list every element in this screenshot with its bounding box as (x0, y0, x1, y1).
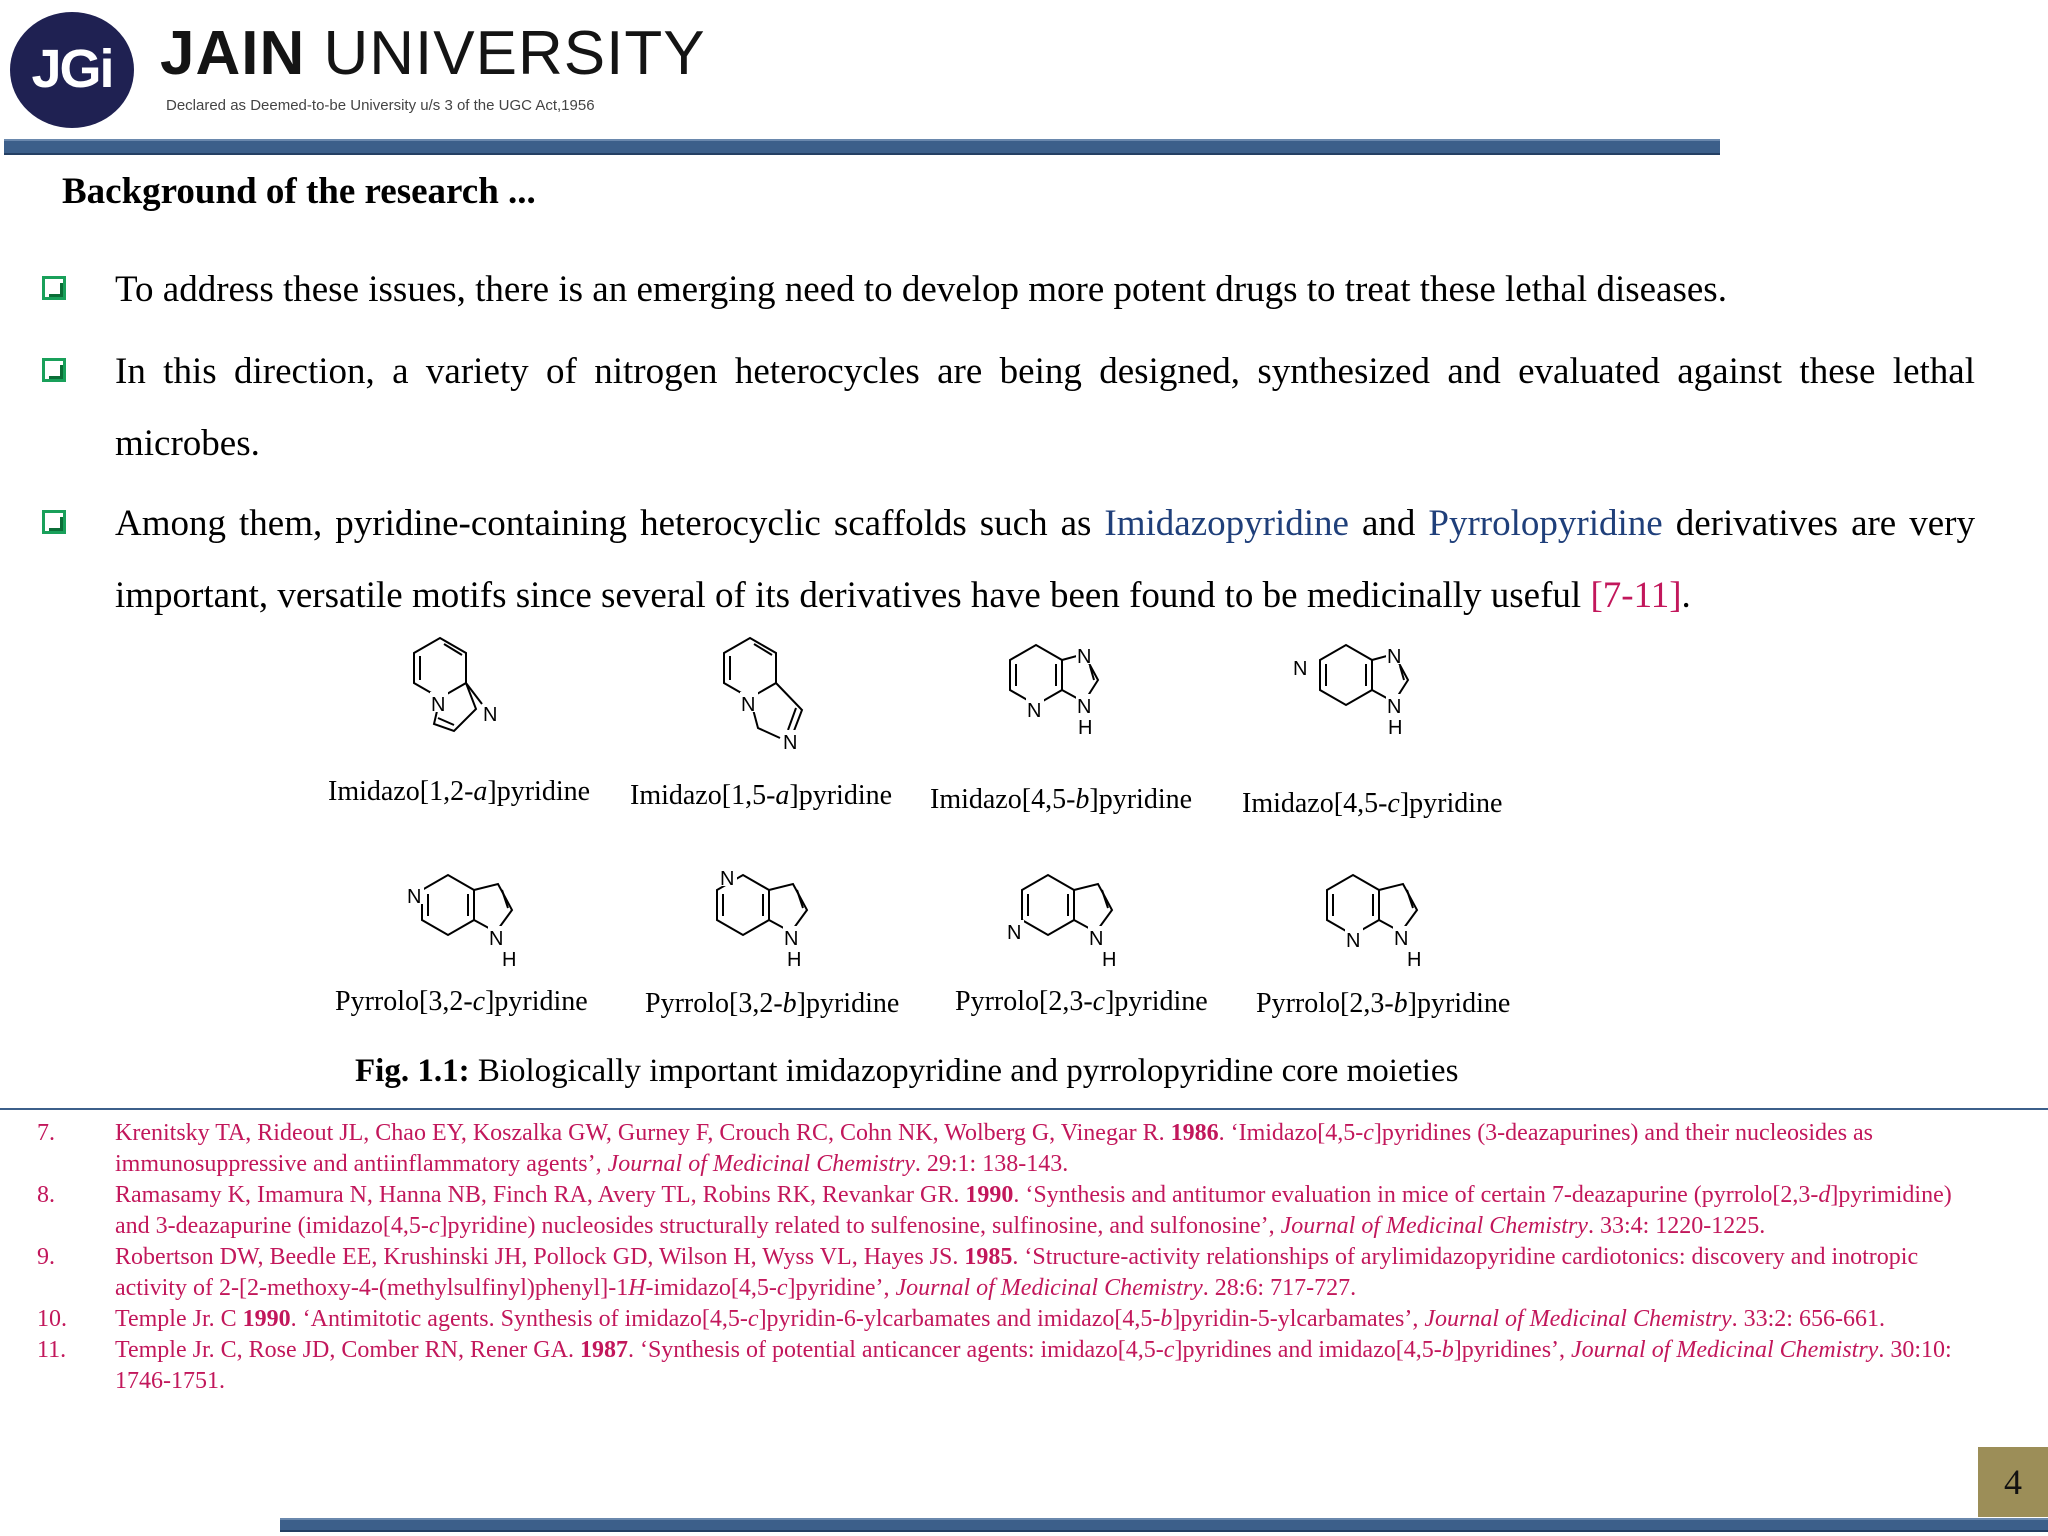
bullet-checkbox-icon (42, 510, 66, 534)
atom-label: N (783, 732, 798, 754)
atom-label: N (431, 694, 446, 716)
atom-label: N (720, 868, 735, 890)
university-name-bold: JAIN (160, 19, 306, 88)
structure-label-2: Imidazo[1,5-a]pyridine (630, 780, 893, 811)
atom-label: N (784, 928, 799, 950)
atom-label: N (1077, 696, 1092, 718)
university-subtitle: Declared as Deemed-to-be University u/s 3 of the UGC Act,1956 (166, 97, 595, 114)
atom-label: H (1078, 717, 1093, 739)
atom-label: N (741, 694, 756, 716)
atom-label: H (1407, 949, 1422, 971)
imidazo-1-2-a-pyridine-structure (390, 632, 520, 762)
atom-label: H (1102, 949, 1117, 971)
figure-label: Fig. 1.1: (355, 1053, 470, 1089)
atom-label: N (1077, 646, 1092, 668)
structure-label-1: Imidazo[1,2-a]pyridine (328, 776, 591, 807)
footer-divider-bar (280, 1518, 2048, 1532)
reference-item: 7. Krenitsky TA, Rideout JL, Chao EY, Koszalka GW, Gurney F, Crouch RC, Cohn NK, Wolberg G, Vinegar R. 1986. ‘Imidazo[4,5-c]pyridines (3-deazapurines) and their nucleosides as immunosuppressive and antiinflammatory agents’, Journal of Medicinal Chemistry. 29:1: 138-143. (37, 1120, 1874, 1177)
citation-link: [7-11] (1590, 575, 1682, 616)
imidazo-4-5-c-pyridine-structure (1290, 640, 1430, 750)
atom-label: H (787, 949, 802, 971)
slide-heading: Background of the research ... (62, 171, 536, 212)
atom-label: N (1027, 700, 1042, 722)
page-number: 4 (1978, 1447, 2048, 1517)
references-divider (0, 1108, 2048, 1110)
bullet-3-part3: derivatives are very important, versatile motifs since several of its derivatives have been found to be medicinally useful (115, 503, 1975, 616)
logo-text: JGi (31, 39, 113, 99)
header-divider-bar (4, 139, 1720, 155)
structure-label-4: Imidazo[4,5-c]pyridine (1242, 788, 1503, 819)
figure-caption (355, 1053, 1458, 1090)
atom-label: N (489, 928, 504, 950)
bullet-3-part4: . (1681, 575, 1691, 616)
atom-label: N (407, 886, 422, 908)
pyrrolo-3-2-b-pyridine-structure (695, 866, 835, 976)
pyrrolo-2-3-b-pyridine-structure (1305, 870, 1445, 980)
university-name (160, 18, 706, 89)
reference-item: 8. Ramasamy K, Imamura N, Hanna NB, Finch RA, Avery TL, Robins RK, Revankar GR. 1990. ‘Synthesis and antitumor evaluation in mice of certain 7-deazapurine (pyrrolo[2,3-d]pyrimidine) and 3-deazapurine (imidazo[4,5-c]pyridine) nucleosides structurally related to sulfenosine, sulfinosine, and sulfonosine’, Journal of Medicinal Chemistry. 33:4: 1220-1225. (37, 1182, 1952, 1239)
bullet-text-1: To address these issues, there is an emerging need to develop more potent drugs to treat these lethal diseases. (115, 269, 1727, 310)
bullet-checkbox-icon (42, 358, 66, 382)
highlight-imidazopyridine: Imidazopyridine (1104, 503, 1349, 544)
atom-label: N (1007, 922, 1022, 944)
reference-item: 10. Temple Jr. C 1990. ‘Antimitotic agents. Synthesis of imidazo[4,5-c]pyridin-6-ylcarbamates and imidazo[4,5-b]pyridin-5-ylcarbamates’, Journal of Medicinal Chemistry. 33:2: 656-661. (37, 1306, 1885, 1332)
atom-label: H (502, 949, 517, 971)
structure-label-5: Pyrrolo[3,2-c]pyridine (335, 986, 588, 1017)
atom-label: N (483, 704, 498, 726)
atom-label: N (1387, 646, 1402, 668)
reference-item: 11. Temple Jr. C, Rose JD, Comber RN, Rener GA. 1987. ‘Synthesis of potential anticancer agents: imidazo[4,5-c]pyridines and imidazo[4,5-b]pyridines’, Journal of Medicinal Chemistry. 30:10: 1746-1751. (37, 1337, 1952, 1394)
atom-label: N (1293, 658, 1308, 680)
references-list (0, 1118, 1990, 1397)
university-name-rest: UNIVERSITY (305, 19, 706, 88)
bullet-text-3 (115, 488, 1975, 632)
figure-caption-text: Biologically important imidazopyridine and pyrrolopyridine core moieties (469, 1053, 1459, 1089)
structure-label-3: Imidazo[4,5-b]pyridine (930, 784, 1193, 815)
atom-label: H (1388, 717, 1403, 739)
atom-label: N (1346, 930, 1361, 952)
bullet-3-part2: and (1348, 503, 1429, 544)
bullet-text-2: In this direction, a variety of nitrogen heterocycles are being designed, synthesized and evaluated against these lethal microbes. (115, 351, 1975, 464)
atom-label: N (1394, 928, 1409, 950)
atom-label: N (1387, 696, 1402, 718)
imidazo-1-5-a-pyridine-structure (700, 632, 830, 762)
bullet-checkbox-icon (42, 276, 66, 300)
structure-label-7: Pyrrolo[2,3-c]pyridine (955, 986, 1208, 1017)
atom-label: N (1089, 928, 1104, 950)
university-logo (10, 12, 134, 128)
structure-label-6: Pyrrolo[3,2-b]pyridine (645, 988, 900, 1019)
highlight-pyrrolopyridine: Pyrrolopyridine (1428, 503, 1663, 544)
pyrrolo-2-3-c-pyridine-structure (1000, 870, 1140, 980)
reference-item: 9. Robertson DW, Beedle EE, Krushinski JH, Pollock GD, Wilson H, Wyss VL, Hayes JS. 1985. ‘Structure-activity relationships of arylimidazopyridine cardiotonics: discovery and inotropic activity of 2-[2-methoxy-4-(methylsulfinyl)phenyl]-1H-imidazo[4,5-c]pyridine’, Journal of Medicinal Chemistry. 28:6: 717-727. (37, 1244, 1919, 1301)
structure-label-8: Pyrrolo[2,3-b]pyridine (1256, 988, 1511, 1019)
pyrrolo-3-2-c-pyridine-structure (400, 870, 540, 980)
imidazo-4-5-b-pyridine-structure (980, 640, 1120, 750)
bullet-3-part1: Among them, pyridine-containing heterocyclic scaffolds such as (115, 503, 1105, 544)
